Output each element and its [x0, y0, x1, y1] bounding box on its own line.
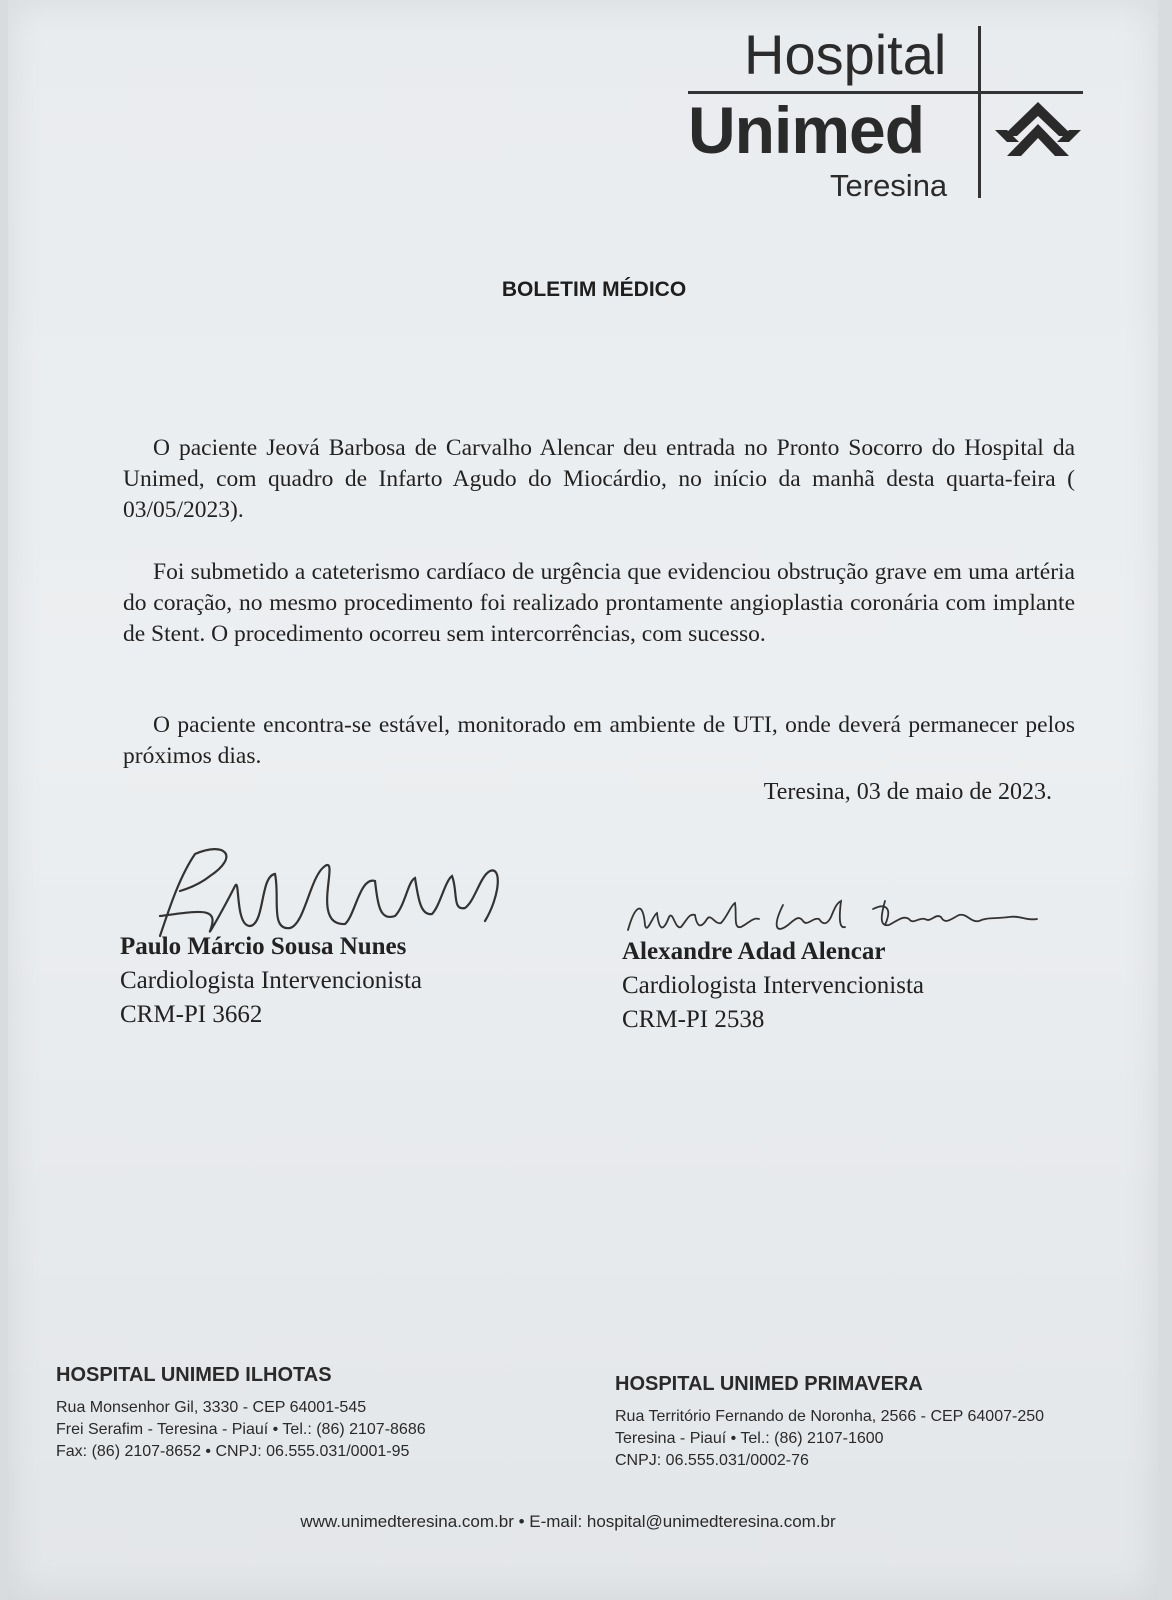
footer-ilhotas-line: Rua Monsenhor Gil, 3330 - CEP 64001-545 — [56, 1399, 367, 1416]
paragraph-status: O paciente encontra-se estável, monitorado em ambiente de UTI, onde deverá permanecer pelos próximos dias. — [123, 711, 1075, 769]
footer-primavera — [615, 1373, 1044, 1472]
logo-teresina-text: Teresina — [830, 168, 948, 203]
signer-crm: CRM-PI 3662 — [120, 1001, 263, 1028]
logo-vertical-rule — [978, 26, 981, 198]
footer-ilhotas-heading: HOSPITAL UNIMED ILHOTAS — [56, 1364, 332, 1386]
footer-web-email: www.unimedteresina.com.br • E-mail: hospital@unimedteresina.com.br — [300, 1512, 836, 1531]
signer-role: Cardiologista Intervencionista — [622, 972, 925, 999]
signer-crm: CRM-PI 2538 — [622, 1006, 765, 1033]
date-line: Teresina, 03 de maio de 2023. — [763, 779, 1052, 805]
footer-primavera-line: Rua Território Fernando de Noronha, 2566 - CEP 64007-250 — [615, 1408, 1045, 1425]
paragraph-admission: O paciente Jeová Barbosa de Carvalho Alencar deu entrada no Pronto Socorro do Hospital da Unimed, com quadro de Infarto Agudo do Miocárdio, no início da manhã desta quarta-feira ( 03/05/2023). — [123, 434, 1075, 523]
footer-ilhotas-line: Fax: (86) 2107-8652 • CNPJ: 06.555.031/0001-95 — [56, 1443, 410, 1460]
signer-role: Cardiologista Intervencionista — [120, 967, 423, 994]
paragraph-procedure: Foi submetido a cateterismo cardíaco de urgência que evidenciou obstrução grave em uma artéria do coração, no mesmo procedimento foi realizado prontamente angioplastia coronária com implante de Stent. O procedimento ocorreu sem intercorrências, com sucesso. — [123, 558, 1075, 647]
document-page — [8, 0, 1158, 1600]
footer-ilhotas-line: Frei Serafim - Teresina - Piauí • Tel.: (86) 2107-8686 — [56, 1421, 426, 1438]
document-title: BOLETIM MÉDICO — [501, 278, 687, 301]
footer-primavera-line: Teresina - Piauí • Tel.: (86) 2107-1600 — [615, 1430, 884, 1447]
logo-hospital-text: Hospital — [744, 23, 947, 86]
unimed-tree-icon — [993, 100, 1083, 160]
signer-block-alexandre — [622, 935, 924, 1037]
signer-name: Alexandre Adad Alencar — [622, 938, 886, 965]
hospital-unimed-logo — [688, 22, 1108, 207]
logo-unimed-text: Unimed — [688, 93, 925, 167]
footer-primavera-line: CNPJ: 06.555.031/0002-76 — [615, 1452, 809, 1469]
footer-ilhotas — [56, 1364, 426, 1463]
signer-block-paulo — [120, 930, 422, 1032]
footer-primavera-heading: HOSPITAL UNIMED PRIMAVERA — [615, 1373, 923, 1395]
signer-name: Paulo Márcio Sousa Nunes — [120, 933, 407, 960]
